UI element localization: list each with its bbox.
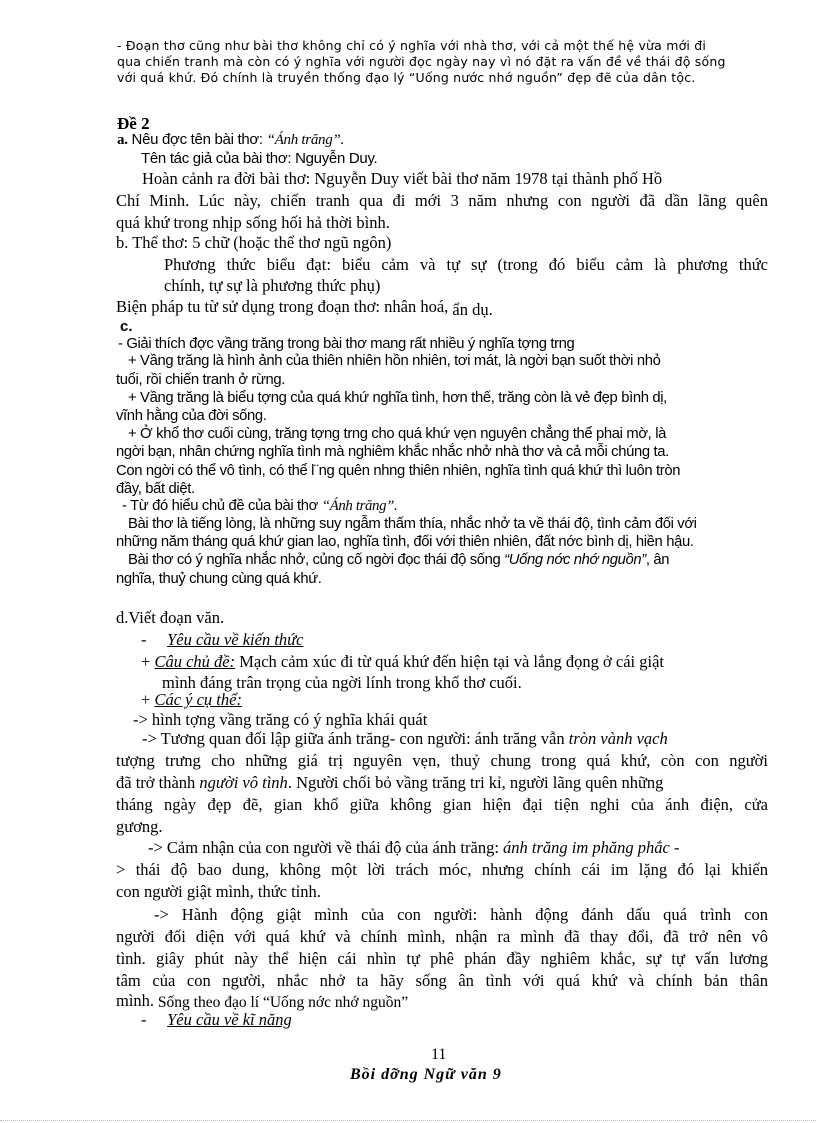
text-line: tâm của con người, nhắc nhở ta hãy sống ân tình với quá khứ và chính bản thân [116, 971, 768, 990]
text-line: -> Cảm nhận của con người về thái độ của ánh trăng: ánh trăng im phăng phắc - [148, 838, 680, 857]
text-line: người đối diện với quá khứ và chính mình, nhận ra mình đã thay đổi, đã trở nên vô [116, 927, 768, 946]
text-line: ngời bạn, nhân chứng nghĩa tình mà nghiêm khắc nhắc nhở nhà thơ và cả mỗi chúng ta. [116, 444, 669, 460]
requirement-knowledge: - Yêu cầu về kiến thức [141, 630, 304, 649]
saying: “Uống nớc nhớ nguồn” [504, 552, 646, 568]
page-number: 11 [431, 1046, 447, 1063]
context-line: Hoàn cảnh ra đời bài thơ: Nguyễn Duy viết bài thơ năm 1978 tại thành phố Hồ [142, 169, 663, 188]
book-title: Bồi dỡng Ngữ văn 9 [350, 1066, 502, 1083]
text-line: - Đoạn thơ cũng như bài thơ không chỉ có ý nghĩa với nhà thơ, với cả một thế hệ vừa mới đi [117, 38, 707, 53]
text-line: -> Tương quan đối lập giữa ánh trăng- con người: ánh trăng vẫn tròn vành vạch [142, 729, 668, 748]
item-b-rhetoric: Biện pháp tu từ sử dụng trong đoạn thơ: nhân hoá, ẩn dụ. [116, 297, 493, 319]
text-line: vĩnh hằng của đời sống. [116, 408, 267, 424]
text-line: Bài thơ có ý nghĩa nhắc nhở, củng cố ngời đọc thái độ sống “Uống nớc nhớ nguồn”, ân [128, 552, 670, 568]
item-b-form: b. Thể thơ: 5 chữ (hoặc thể thơ ngũ ngôn) [116, 233, 392, 252]
item-c-label: c. [120, 318, 133, 335]
topic-line: + Câu chủ đề: Mạch cảm xúc đi từ quá khứ đến hiện tại và lắng đọng ở cái giật [141, 652, 664, 671]
text-line: với quá khứ. Đó chính là truyền thống đạo lý “Uống nước nhớ nguồn” đẹp đẽ của dân tộc. [117, 70, 696, 85]
context-line: quá khứ trong nhịp sống hối hả thời bình. [116, 213, 390, 232]
text-line: tượng trưng cho những giá trị nguyên vẹn, thuỷ chung trong quá khứ, còn con người [116, 751, 768, 770]
page-border [0, 1120, 816, 1121]
poem-title: “Ánh trăng”. [321, 498, 398, 514]
text-line: tháng ngày đẹp đẽ, gian khổ giữa không gian hiện đại tiện nghi của ánh điện, cửa [116, 795, 768, 814]
topic-line: mình đáng trân trọng của ngời lính trong khổ thơ cuối. [162, 673, 522, 692]
text-line: gương. [116, 817, 163, 836]
text-line: - Giải thích đợc vầng trăng trong bài thơ mang rất nhiều ý nghĩa tợng trng [118, 336, 575, 352]
text-line: nghĩa, thuỷ chung cùng quá khứ. [116, 571, 322, 587]
text-line: mình. Sống theo đạo lí “Uống nớc nhớ nguồn” [116, 991, 409, 1011]
text-line: + Vầng trăng là biểu tợng của quá khứ nghĩa tình, hơn thế, trăng còn là vẻ đẹp bình dị, [128, 390, 667, 406]
text-line: đã trở thành người vô tình. Người chối bỏ vầng trăng tri kỉ, người lãng quên những [116, 773, 664, 792]
author-line: Tên tác giả của bài thơ: Nguyễn Duy. [141, 150, 378, 167]
item-d-heading: d.Viết đoạn văn. [116, 608, 225, 627]
details-line: + Các ý cụ thể: [141, 690, 242, 709]
text-line: - Từ đó hiểu chủ đề của bài thơ “Ánh trăng”. [122, 498, 398, 514]
text-line: -> Hành động giật mình của con người: hành động đánh dấu quá trình con [154, 905, 768, 924]
text-line: -> hình tợng vầng trăng có ý nghĩa khái quát [133, 710, 428, 729]
item-a-label: a. [117, 132, 128, 148]
item-a-text: Nêu đợc tên bài thơ: [131, 131, 267, 148]
requirement-skill: - Yêu cầu về kĩ năng [141, 1010, 292, 1029]
item-b-method: Phương thức biểu đạt: biểu cảm và tự sự (trong đó biểu cảm là phương thức [164, 255, 768, 274]
text-line: tuổi, rồi chiến tranh ở rừng. [116, 372, 286, 388]
section-heading: Đề 2 [117, 114, 150, 133]
text-line: Bài thơ là tiếng lòng, là những suy ngẫm thấm thía, nhắc nhở ta về thái độ, tình cảm đối với [128, 516, 697, 532]
text-line: con người giật mình, thức tỉnh. [116, 882, 321, 901]
text-line: qua chiến tranh mà còn có ý nghĩa với người đọc ngày nay vì nó đặt ra vấn đề về thái độ sống [117, 54, 726, 69]
poem-title: “Ánh trăng”. [266, 132, 344, 148]
context-line: Chí Minh. Lúc này, chiến tranh qua đi mới 3 năm nhưng con người đã dần lãng quên [116, 191, 768, 210]
text-line: Con ngời có thể vô tình, có thể l¨ng quên nhng thiên nhiên, nghĩa tình quá khứ thì luôn tròn [116, 463, 681, 479]
text-line: tình. giây phút này thể hiện cái nhìn tự phê phán đầy nghiêm khắc, sự tự vấn lương [116, 949, 768, 968]
text-line: + Ở khổ thơ cuối cùng, trăng tợng trng cho quá khứ vẹn nguyên chẳng thể phai mờ, là [128, 426, 667, 442]
text-line: + Vầng trăng là hình ảnh của thiên nhiên hồn nhiên, tơi mát, là ngời bạn suốt thời nhỏ [128, 353, 661, 369]
item-b-method: chính, tự sự là phương thức phụ) [164, 276, 381, 295]
text-line: những năm tháng quá khứ gian lao, nghĩa tình, đối với thiên nhiên, đất nớc bình dị, hiền hậu. [116, 534, 694, 550]
text-line: > thái độ bao dung, không một lời trách móc, nhưng chính cái im lặng đó lại khiến [116, 860, 768, 879]
text-line: đầy, bất diệt. [116, 481, 195, 497]
